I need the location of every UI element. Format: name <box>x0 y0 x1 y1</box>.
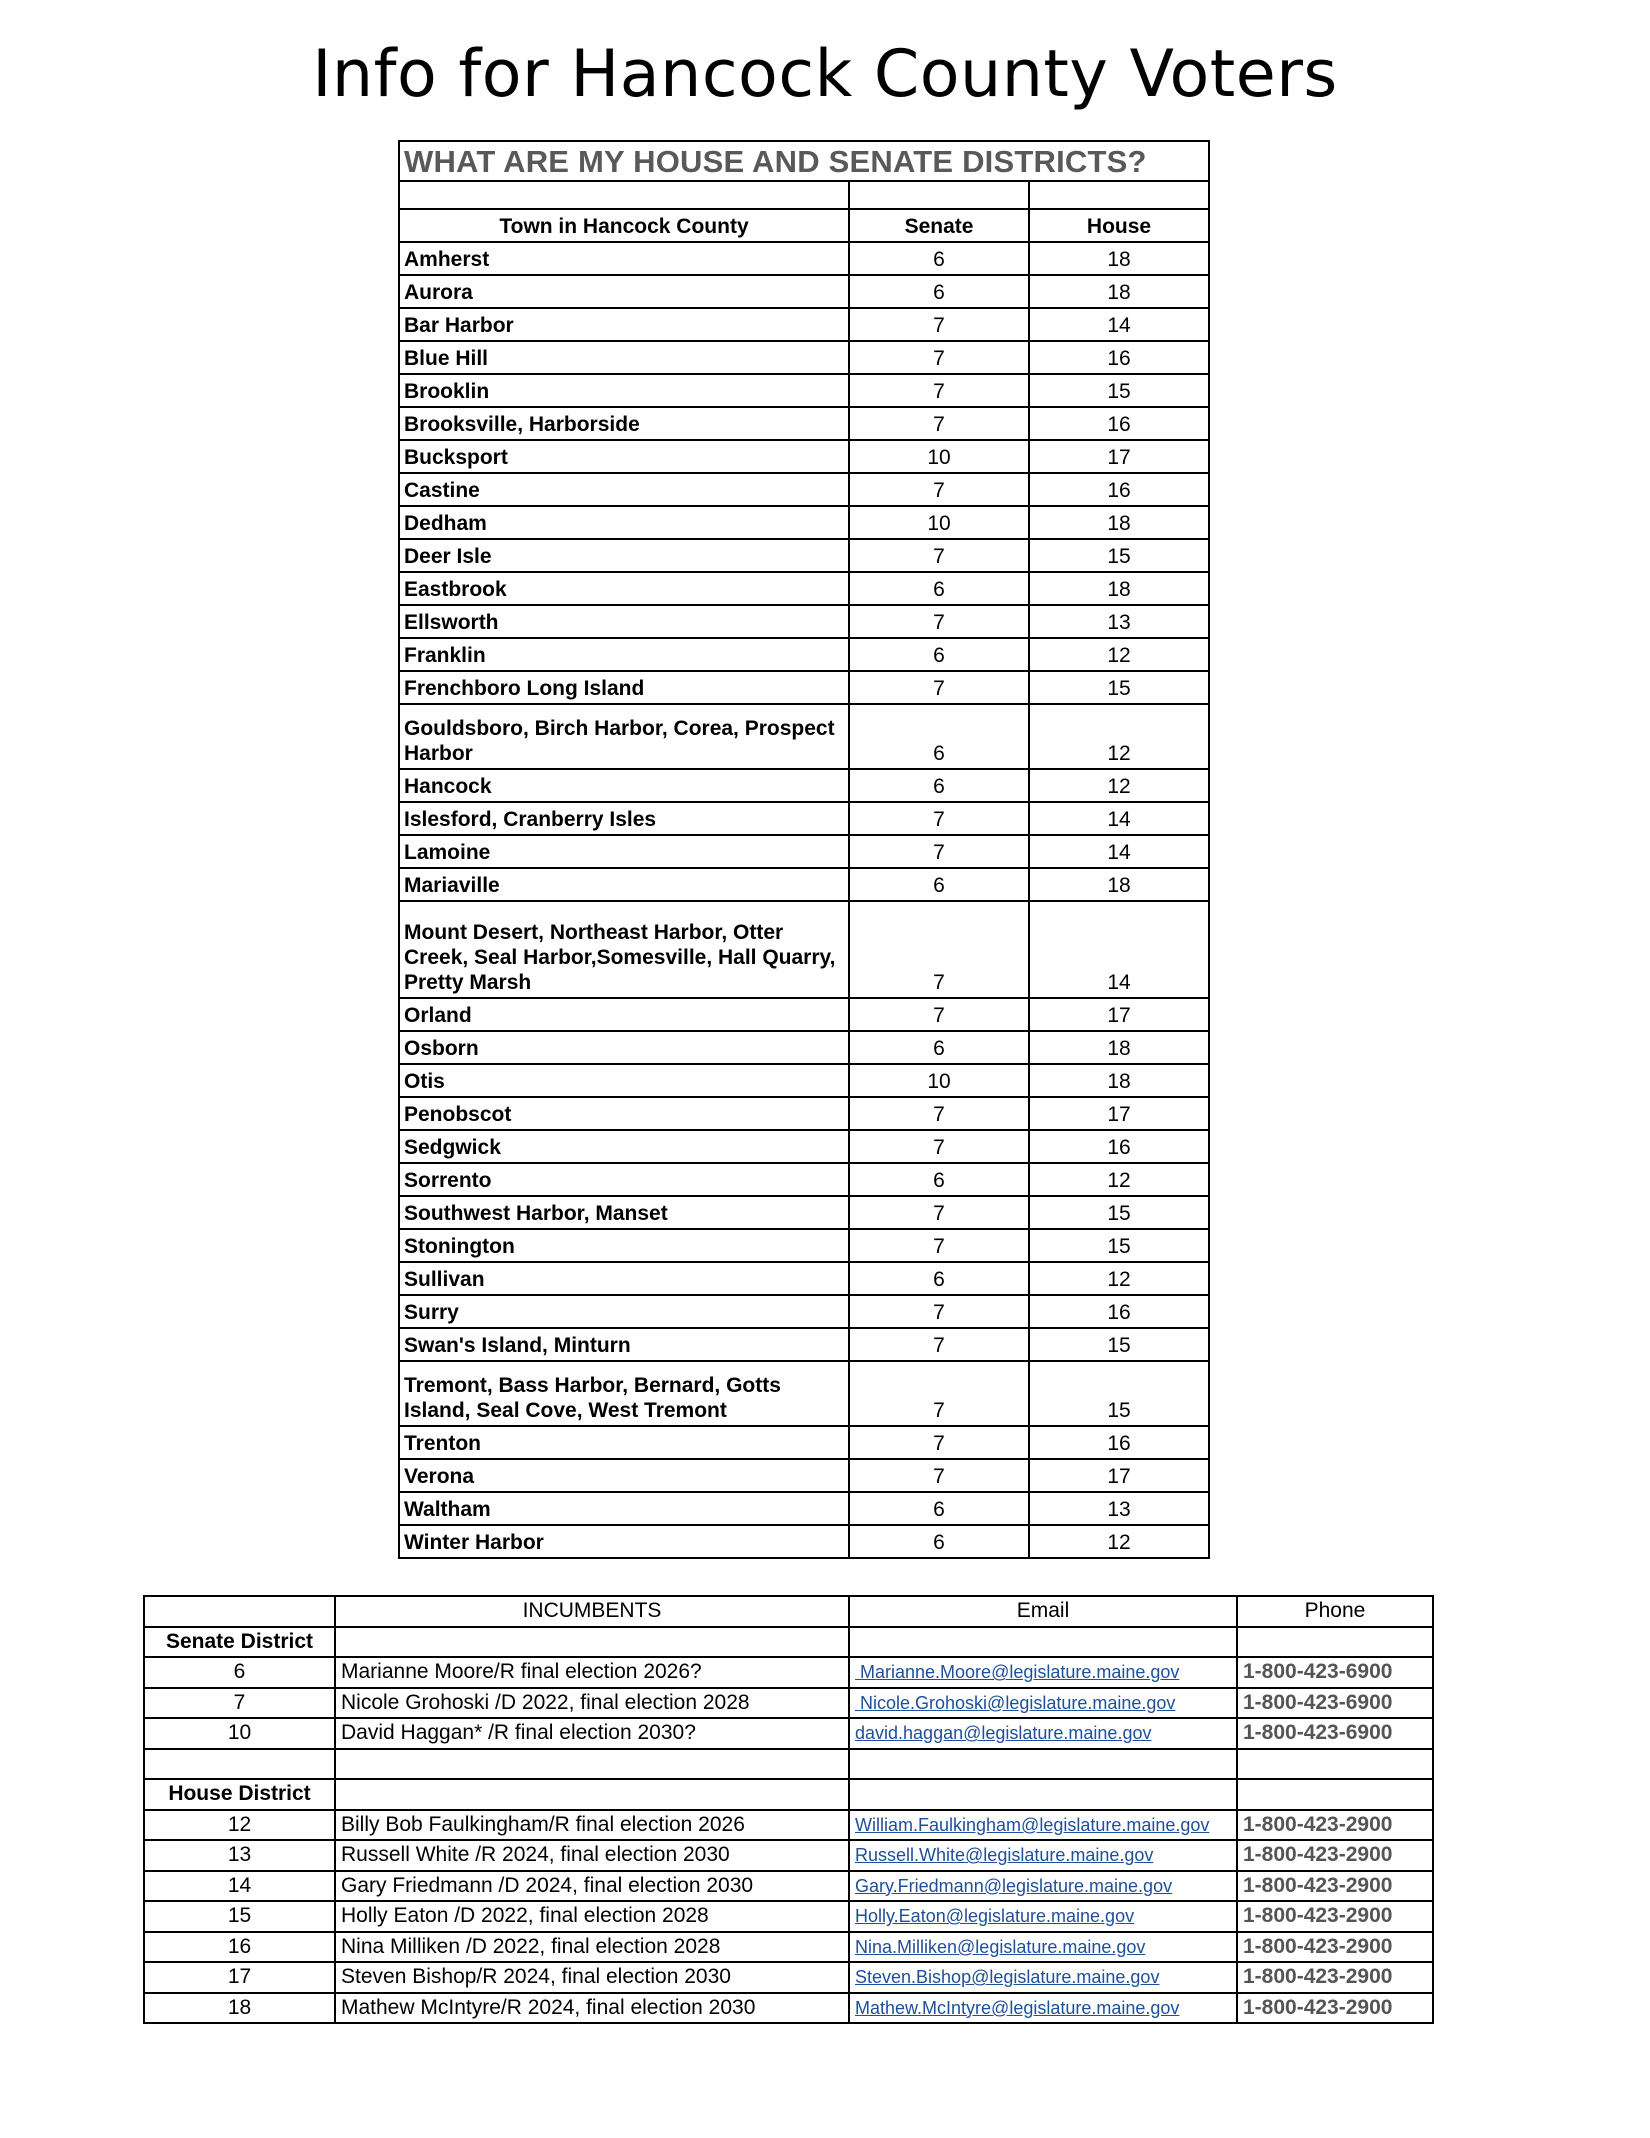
house-cell: 16 <box>1029 1130 1209 1163</box>
senate-cell: 7 <box>849 473 1029 506</box>
incumbent-name: Gary Friedmann /D 2024, final election 2030 <box>335 1871 849 1902</box>
senate-cell: 7 <box>849 1426 1029 1459</box>
phone-number: 1-800-423-2900 <box>1237 1871 1433 1902</box>
house-cell: 15 <box>1029 1361 1209 1426</box>
house-cell: 12 <box>1029 638 1209 671</box>
table-row <box>399 704 1209 769</box>
town-cell: Dedham <box>399 506 849 539</box>
incumbent-name: Russell White /R 2024, final election 2030 <box>335 1840 849 1871</box>
town-cell: Verona <box>399 1459 849 1492</box>
incumbent-name: Holly Eaton /D 2022, final election 2028 <box>335 1901 849 1932</box>
table-row <box>399 769 1209 802</box>
town-cell: Trenton <box>399 1426 849 1459</box>
table-row <box>399 1064 1209 1097</box>
senate-cell: 10 <box>849 1064 1029 1097</box>
blank-cell <box>849 1627 1237 1658</box>
blank-cell <box>1237 1749 1433 1780</box>
senate-cell: 6 <box>849 1031 1029 1064</box>
incumbent-name: Mathew McIntyre/R 2024, final election 2030 <box>335 1993 849 2024</box>
email-link[interactable]: Gary.Friedmann@legislature.maine.gov <box>855 1875 1173 1896</box>
house-cell: 16 <box>1029 1426 1209 1459</box>
senate-cell: 7 <box>849 1328 1029 1361</box>
email-link[interactable]: Holly.Eaton@legislature.maine.gov <box>855 1906 1135 1927</box>
table-row <box>399 572 1209 605</box>
senate-cell: 7 <box>849 341 1029 374</box>
table-row <box>144 1657 1433 1688</box>
blank-cell <box>335 1749 849 1780</box>
email-cell <box>849 1840 1237 1871</box>
table-row <box>399 1196 1209 1229</box>
blank-cell <box>144 1749 335 1780</box>
district-blank-row <box>399 181 1209 209</box>
house-cell: 13 <box>1029 1492 1209 1525</box>
table-row <box>399 407 1209 440</box>
email-link[interactable]: Nicole.Grohoski@legislature.maine.gov <box>855 1692 1176 1713</box>
house-cell: 15 <box>1029 539 1209 572</box>
town-cell: Otis <box>399 1064 849 1097</box>
district-table <box>398 140 1210 1559</box>
senate-cell: 7 <box>849 1229 1029 1262</box>
blank-cell <box>335 1627 849 1658</box>
phone-number: 1-800-423-2900 <box>1237 1840 1433 1871</box>
town-cell: Brooklin <box>399 374 849 407</box>
table-row <box>399 473 1209 506</box>
table-row <box>399 1163 1209 1196</box>
town-cell: Surry <box>399 1295 849 1328</box>
page-title: Info for Hancock County Voters <box>312 37 1338 112</box>
email-link[interactable]: William.Faulkingham@legislature.maine.gov <box>855 1814 1210 1835</box>
incumbent-name: David Haggan* /R final election 2030? <box>335 1718 849 1749</box>
town-cell: Aurora <box>399 275 849 308</box>
table-row <box>144 1962 1433 1993</box>
district-number: 7 <box>144 1688 335 1719</box>
town-cell: Blue Hill <box>399 341 849 374</box>
table-row <box>399 1361 1209 1426</box>
table-row <box>399 1097 1209 1130</box>
table-row <box>399 374 1209 407</box>
town-cell: Eastbrook <box>399 572 849 605</box>
house-cell: 15 <box>1029 1229 1209 1262</box>
table-row <box>399 1459 1209 1492</box>
phone-number: 1-800-423-2900 <box>1237 1993 1433 2024</box>
house-cell: 14 <box>1029 835 1209 868</box>
blank-cell <box>335 1779 849 1810</box>
senate-cell: 10 <box>849 440 1029 473</box>
email-link[interactable]: Steven.Bishop@legislature.maine.gov <box>855 1967 1160 1988</box>
district-number: 6 <box>144 1657 335 1688</box>
table-row <box>399 998 1209 1031</box>
senate-cell: 7 <box>849 308 1029 341</box>
house-cell: 18 <box>1029 868 1209 901</box>
table-row <box>144 1871 1433 1902</box>
house-cell: 13 <box>1029 605 1209 638</box>
house-cell: 17 <box>1029 1459 1209 1492</box>
house-cell: 18 <box>1029 572 1209 605</box>
table-row <box>399 1492 1209 1525</box>
house-cell: 16 <box>1029 473 1209 506</box>
senate-cell: 6 <box>849 572 1029 605</box>
phone-number: 1-800-423-6900 <box>1237 1718 1433 1749</box>
town-cell: Sorrento <box>399 1163 849 1196</box>
incumbent-name: Marianne Moore/R final election 2026? <box>335 1657 849 1688</box>
table-row <box>399 802 1209 835</box>
town-cell: Castine <box>399 473 849 506</box>
incumbent-name: Steven Bishop/R 2024, final election 2030 <box>335 1962 849 1993</box>
house-cell: 16 <box>1029 1295 1209 1328</box>
town-cell: Winter Harbor <box>399 1525 849 1558</box>
senate-cell: 7 <box>849 374 1029 407</box>
blank-cell <box>1237 1779 1433 1810</box>
email-cell <box>849 1810 1237 1841</box>
section-label: Senate District <box>144 1627 335 1658</box>
incumbent-name: Nicole Grohoski /D 2022, final election 2028 <box>335 1688 849 1719</box>
senate-cell: 6 <box>849 868 1029 901</box>
house-cell: 15 <box>1029 1196 1209 1229</box>
senate-cell: 7 <box>849 901 1029 998</box>
house-cell: 12 <box>1029 704 1209 769</box>
senate-cell: 7 <box>849 1459 1029 1492</box>
town-cell: Frenchboro Long Island <box>399 671 849 704</box>
house-cell: 14 <box>1029 308 1209 341</box>
district-number: 16 <box>144 1932 335 1963</box>
district-heading-row <box>399 141 1209 181</box>
phone-number: 1-800-423-2900 <box>1237 1962 1433 1993</box>
email-link[interactable]: Mathew.McIntyre@legislature.maine.gov <box>855 1997 1180 2018</box>
email-cell <box>849 1932 1237 1963</box>
blank-cell <box>399 181 849 209</box>
house-cell: 16 <box>1029 341 1209 374</box>
section-label: House District <box>144 1779 335 1810</box>
town-cell: Sullivan <box>399 1262 849 1295</box>
email-cell <box>849 1901 1237 1932</box>
table-row <box>399 1295 1209 1328</box>
district-number: 17 <box>144 1962 335 1993</box>
district-header-row <box>399 209 1209 242</box>
senate-cell: 7 <box>849 1295 1029 1328</box>
senate-cell: 6 <box>849 1262 1029 1295</box>
senate-cell: 7 <box>849 998 1029 1031</box>
senate-cell: 6 <box>849 275 1029 308</box>
table-row <box>399 1328 1209 1361</box>
table-row <box>399 1130 1209 1163</box>
email-cell <box>849 1688 1237 1719</box>
town-cell: Orland <box>399 998 849 1031</box>
table-row <box>399 275 1209 308</box>
senate-cell: 6 <box>849 769 1029 802</box>
district-number: 12 <box>144 1810 335 1841</box>
table-row <box>399 539 1209 572</box>
house-cell: 15 <box>1029 671 1209 704</box>
town-cell: Bar Harbor <box>399 308 849 341</box>
email-link[interactable]: david.haggan@legislature.maine.gov <box>855 1723 1152 1744</box>
town-cell: Stonington <box>399 1229 849 1262</box>
table-row <box>144 1718 1433 1749</box>
table-row <box>399 901 1209 998</box>
town-cell: Lamoine <box>399 835 849 868</box>
house-cell: 12 <box>1029 1262 1209 1295</box>
table-row <box>144 1993 1433 2024</box>
table-row <box>399 868 1209 901</box>
house-cell: 17 <box>1029 998 1209 1031</box>
incumbent-name: Nina Milliken /D 2022, final election 2028 <box>335 1932 849 1963</box>
senate-cell: 7 <box>849 407 1029 440</box>
town-cell: Hancock <box>399 769 849 802</box>
senate-cell: 7 <box>849 1196 1029 1229</box>
table-row <box>144 1688 1433 1719</box>
senate-cell: 7 <box>849 802 1029 835</box>
town-cell: Amherst <box>399 242 849 275</box>
table-row <box>399 341 1209 374</box>
incumbents-header-row <box>144 1596 1433 1627</box>
email-link[interactable]: Nina.Milliken@legislature.maine.gov <box>855 1936 1146 1957</box>
table-row <box>144 1840 1433 1871</box>
senate-cell: 6 <box>849 242 1029 275</box>
senate-cell: 7 <box>849 1130 1029 1163</box>
house-cell: 18 <box>1029 275 1209 308</box>
email-cell <box>849 1962 1237 1993</box>
district-number: 15 <box>144 1901 335 1932</box>
district-number: 13 <box>144 1840 335 1871</box>
senate-cell: 6 <box>849 1163 1029 1196</box>
incumbents-table <box>143 1595 1434 2024</box>
blank-cell <box>849 1779 1237 1810</box>
phone-number: 1-800-423-2900 <box>1237 1901 1433 1932</box>
email-link[interactable]: Marianne.Moore@legislature.maine.gov <box>855 1662 1180 1683</box>
blank-cell <box>1029 181 1209 209</box>
senate-cell: 7 <box>849 605 1029 638</box>
town-cell: Penobscot <box>399 1097 849 1130</box>
table-row <box>144 1932 1433 1963</box>
email-cell <box>849 1657 1237 1688</box>
table-row <box>399 605 1209 638</box>
column-header-town: Town in Hancock County <box>399 209 849 242</box>
house-cell: 18 <box>1029 242 1209 275</box>
blank-cell <box>849 181 1029 209</box>
town-cell: Bucksport <box>399 440 849 473</box>
table-row <box>399 308 1209 341</box>
senate-cell: 7 <box>849 835 1029 868</box>
town-cell: Sedgwick <box>399 1130 849 1163</box>
town-cell: Swan's Island, Minturn <box>399 1328 849 1361</box>
town-cell: Brooksville, Harborside <box>399 407 849 440</box>
house-cell: 12 <box>1029 769 1209 802</box>
column-header-house: House <box>1029 209 1209 242</box>
senate-cell: 6 <box>849 1525 1029 1558</box>
house-cell: 12 <box>1029 1163 1209 1196</box>
town-cell: Osborn <box>399 1031 849 1064</box>
town-cell: Southwest Harbor, Manset <box>399 1196 849 1229</box>
email-cell <box>849 1993 1237 2024</box>
blank-cell <box>1237 1627 1433 1658</box>
table-row <box>399 1426 1209 1459</box>
email-link[interactable]: Russell.White@legislature.maine.gov <box>855 1845 1154 1866</box>
phone-number: 1-800-423-6900 <box>1237 1688 1433 1719</box>
house-cell: 17 <box>1029 440 1209 473</box>
column-header-phone: Phone <box>1237 1596 1433 1627</box>
senate-cell: 6 <box>849 638 1029 671</box>
table-row <box>399 835 1209 868</box>
phone-number: 1-800-423-2900 <box>1237 1932 1433 1963</box>
town-cell: Deer Isle <box>399 539 849 572</box>
town-cell: Ellsworth <box>399 605 849 638</box>
table-row <box>399 671 1209 704</box>
senate-cell: 7 <box>849 1097 1029 1130</box>
town-cell: Mount Desert, Northeast Harbor, Otter Creek, Seal Harbor,Somesville, Hall Quarry, Pretty Marsh <box>399 901 849 998</box>
table-row <box>399 1031 1209 1064</box>
table-row <box>399 440 1209 473</box>
table-row <box>144 1810 1433 1841</box>
column-header-incumbents: INCUMBENTS <box>335 1596 849 1627</box>
incumbent-name: Billy Bob Faulkingham/R final election 2026 <box>335 1810 849 1841</box>
house-cell: 18 <box>1029 1031 1209 1064</box>
table-row <box>399 1262 1209 1295</box>
house-cell: 15 <box>1029 1328 1209 1361</box>
house-cell: 14 <box>1029 802 1209 835</box>
senate-cell: 10 <box>849 506 1029 539</box>
district-table-body <box>399 141 1209 1558</box>
town-cell: Mariaville <box>399 868 849 901</box>
town-cell: Gouldsboro, Birch Harbor, Corea, Prospect Harbor <box>399 704 849 769</box>
house-cell: 18 <box>1029 1064 1209 1097</box>
blank-cell <box>849 1749 1237 1780</box>
column-header-district <box>144 1596 335 1627</box>
spacer-row <box>144 1749 1433 1780</box>
table-row <box>399 242 1209 275</box>
district-number: 14 <box>144 1871 335 1902</box>
district-number: 10 <box>144 1718 335 1749</box>
table-row <box>399 506 1209 539</box>
email-cell <box>849 1718 1237 1749</box>
house-cell: 15 <box>1029 374 1209 407</box>
town-cell: Waltham <box>399 1492 849 1525</box>
senate-cell: 6 <box>849 1492 1029 1525</box>
email-cell <box>849 1871 1237 1902</box>
senate-cell: 7 <box>849 539 1029 572</box>
district-table-heading: WHAT ARE MY HOUSE AND SENATE DISTRICTS? <box>399 141 1209 181</box>
table-row <box>399 638 1209 671</box>
house-cell: 16 <box>1029 407 1209 440</box>
house-cell: 17 <box>1029 1097 1209 1130</box>
table-row <box>399 1229 1209 1262</box>
incumbents-table-body <box>144 1596 1433 2023</box>
town-cell: Tremont, Bass Harbor, Bernard, Gotts Island, Seal Cove, West Tremont <box>399 1361 849 1426</box>
senate-cell: 7 <box>849 1361 1029 1426</box>
house-section-row <box>144 1779 1433 1810</box>
town-cell: Islesford, Cranberry Isles <box>399 802 849 835</box>
senate-section-row <box>144 1627 1433 1658</box>
column-header-email: Email <box>849 1596 1237 1627</box>
table-row <box>399 1525 1209 1558</box>
district-number: 18 <box>144 1993 335 2024</box>
house-cell: 14 <box>1029 901 1209 998</box>
table-row <box>144 1901 1433 1932</box>
phone-number: 1-800-423-6900 <box>1237 1657 1433 1688</box>
town-cell: Franklin <box>399 638 849 671</box>
house-cell: 12 <box>1029 1525 1209 1558</box>
senate-cell: 6 <box>849 704 1029 769</box>
house-cell: 18 <box>1029 506 1209 539</box>
column-header-senate: Senate <box>849 209 1029 242</box>
phone-number: 1-800-423-2900 <box>1237 1810 1433 1841</box>
senate-cell: 7 <box>849 671 1029 704</box>
